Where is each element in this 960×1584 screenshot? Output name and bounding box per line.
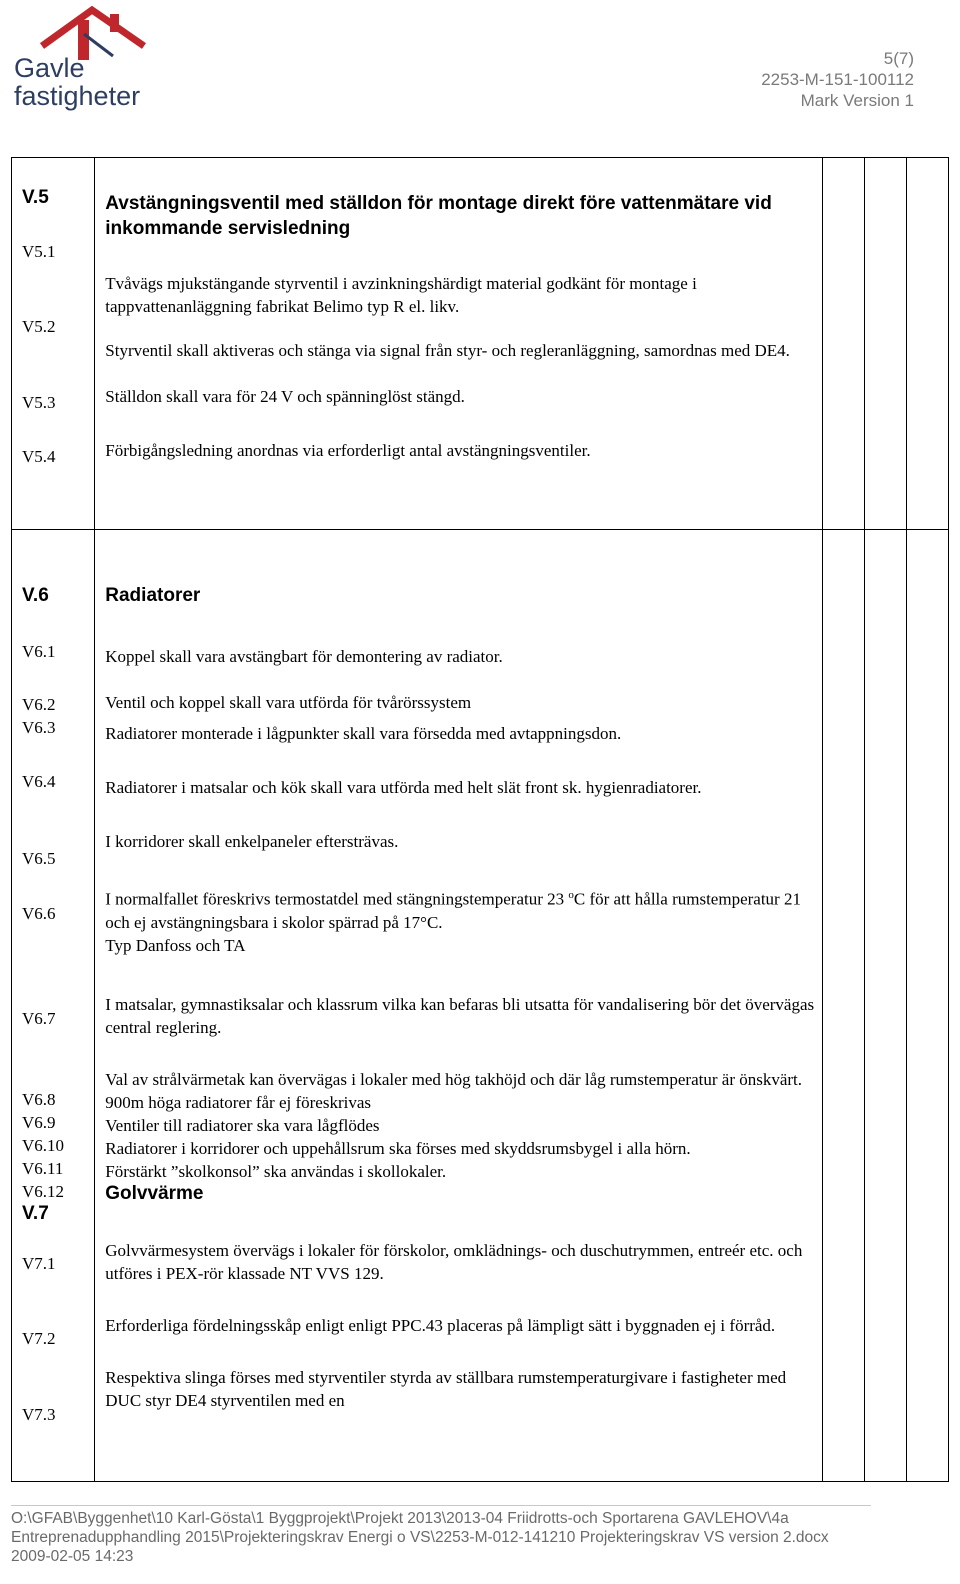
section-title: Avstängningsventil med ställdon för montage direkt före vattenmätare vid inkommande servisledning [105,193,772,239]
item-text: Tvåvägs mjukstängande styrventil i avzinkningshärdigt material godkänt för montage i tappvattenanläggning fabrikat Belimo typ R el. likv. [105,274,697,316]
item-text: 900m höga radiatorer får ej föreskrivas [105,1092,372,1112]
item-text: Styrventil skall aktiveras och stänga via signal från styr- och regleranläggning, samordnas med DE4. [105,341,790,360]
item-text: Val av strålvärmetak kan övervägas i lokaler med hög takhöjd och där låg rumstemperatur är önskvärt. [105,1069,803,1089]
item-text: Ställdon skall vara för 24 V och spänninglöst stängd. [105,387,465,406]
item-text: Radiatorer i matsalar och kök skall vara utförda med helt slät front sk. hygienradiatorer. [105,778,702,797]
item-number: V5.1 [22,242,56,261]
item-text: Typ Danfoss och TA [105,935,246,955]
footer-path-line2: Entreprenadupphandling 2015\Projekteringskrav Energi o VS\2253-M-012-141210 Projekteringskrav VS version 2.docx [11,1529,829,1546]
item-text: Ventil och koppel skall vara utförda för tvårörssystem [105,693,472,712]
item-text: Radiatorer monterade i lågpunkter skall vara försedda med avtappningsdon. [105,724,622,743]
item-number: V5.2 [22,317,56,336]
item-number: V6.4 [22,772,56,791]
section-number: V.6 [22,585,49,606]
item-text: Koppel skall vara avstängbart för demontering av radiator. [105,647,503,666]
logo-line2: fastigheter [14,81,141,111]
item-number: V6.8 [22,1090,56,1109]
text-cell [95,530,822,1482]
item-text: I korridorer skall enkelpaneler eftersträvas. [105,832,399,851]
section-title: Golvvärme [105,1182,204,1204]
item-number: V5.3 [22,393,56,412]
document-footer [11,1509,829,1566]
check-cell [864,530,906,1482]
item-number: V6.12 [22,1182,65,1201]
item-number: V5.4 [22,447,56,466]
section-number: V.5 [22,187,49,208]
item-number: V6.3 [22,718,56,737]
item-number: V6.5 [22,849,56,868]
page-number: 5(7) [883,49,914,68]
gavle-fastigheter-logo [12,4,152,116]
section-title: Radiatorer [105,585,201,606]
item-text: Förstärkt ”skolkonsol” ska användas i skollokaler. [105,1161,447,1181]
item-number: V6.7 [22,1009,56,1028]
item-text-part: I normalfallet föreskrivs termostatdel med stängningstemperatur 23 [105,889,569,909]
footer-path-line1: O:\GFAB\Byggenhet\10 Karl-Gösta\1 Byggprojekt\Projekt 2013\2013-04 Friidrotts-och Sportarena GAVLEHOV\4a [11,1510,789,1527]
document-version: Mark Version 1 [800,91,914,110]
item-text: Förbigångsledning anordnas via erforderligt antal avstängningsventiler. [105,441,591,460]
document-header [761,48,914,111]
check-cell [864,158,906,530]
check-cell [906,530,948,1482]
table-row [12,530,949,1482]
table-row [12,158,949,530]
section-number: V.7 [22,1203,49,1224]
footer-divider [11,1505,871,1506]
item-number: V6.10 [22,1136,65,1155]
requirements-table [11,157,949,1482]
document-id: 2253-M-151-100112 [761,70,914,89]
item-number: V6.11 [22,1159,64,1178]
item-text: Ventiler till radiatorer ska vara lågflödes [105,1115,380,1135]
item-text-part: C för att hålla rumstemperatur 21 och ej avstängningsbara i skolor spärrad på 17°C. [105,889,801,932]
item-text: Golvvärmesystem övervägs i lokaler för förskolor, omklädnings- och duschutrymmen, entreér etc. och utföres i PEX-rör klassade NT VVS 129. [105,1240,803,1283]
item-number: V6.9 [22,1113,56,1132]
item-number: V7.2 [22,1329,56,1348]
degree-superscript: o [568,889,574,901]
item-text: Erforderliga fördelningsskåp enligt enligt PPC.43 placeras på lämpligt sätt i byggnaden ej i förråd. [105,1315,776,1335]
number-cell [12,158,95,530]
item-text: Respektiva slinga förses med styrventiler styrda av ställbara rumstemperaturgivare i fastigheter med DUC styr DE4 styrventilen med en [105,1367,787,1410]
number-cell [12,530,95,1482]
check-cell [822,158,864,530]
footer-date: 2009-02-05 14:23 [11,1548,134,1565]
text-cell [95,158,822,530]
check-cell [822,530,864,1482]
item-text [105,884,821,934]
item-number: V6.2 [22,695,56,714]
check-cell [906,158,948,530]
item-text: I matsalar, gymnastiksalar och klassrum vilka kan befaras bli utsatta för vandalisering bör det övervägas central reglering. [105,994,815,1037]
logo-line1: Gavle [14,53,85,83]
item-number: V6.1 [22,642,56,661]
item-number: V7.1 [22,1254,56,1273]
item-number: V6.6 [22,904,56,923]
item-number: V7.3 [22,1405,56,1424]
item-text: Radiatorer i korridorer och uppehållsrum ska förses med skyddsrumsbygel i alla hörn. [105,1138,691,1158]
